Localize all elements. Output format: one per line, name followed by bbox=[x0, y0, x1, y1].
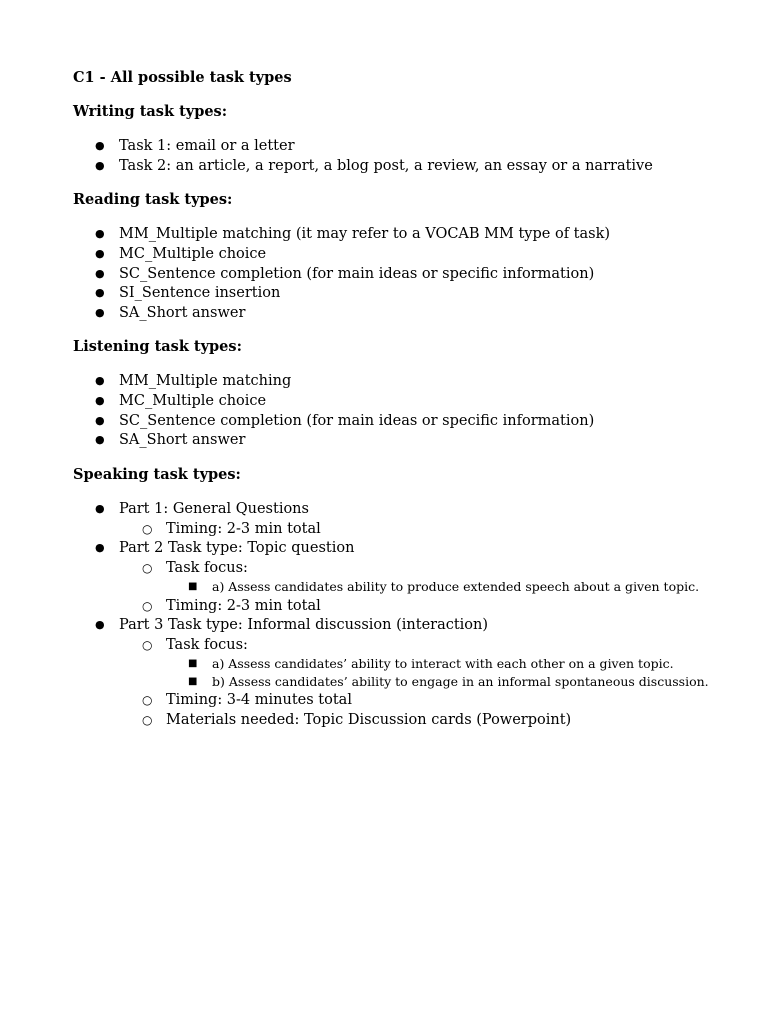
bullet-icon: ● bbox=[95, 247, 105, 260]
speaking-heading: Speaking task types: bbox=[73, 466, 241, 483]
square-bullet-icon: ■ bbox=[188, 676, 198, 687]
list-item: SC_Sentence completion (for main ideas or specific information) bbox=[119, 413, 595, 429]
circle-bullet-icon: ○ bbox=[142, 561, 153, 575]
bullet-icon: ● bbox=[95, 286, 105, 299]
list-item: Task 2: an article, a report, a blog post, a review, an essay or a narrative bbox=[119, 158, 653, 174]
circle-bullet-icon: ○ bbox=[142, 599, 153, 613]
square-bullet-icon: ■ bbox=[188, 581, 198, 592]
circle-bullet-icon: ○ bbox=[142, 638, 153, 652]
bullet-icon: ● bbox=[95, 618, 105, 631]
writing-heading: Writing task types: bbox=[73, 103, 228, 120]
circle-bullet-icon: ○ bbox=[142, 713, 153, 727]
bullet-icon: ● bbox=[95, 139, 105, 152]
square-bullet-icon: ■ bbox=[188, 658, 198, 669]
circle-bullet-icon: ○ bbox=[142, 522, 153, 536]
focus-item: a) Assess candidates ability to produce extended speech about a given topic. bbox=[212, 579, 700, 594]
list-item: SC_Sentence completion (for main ideas or specific information) bbox=[119, 266, 595, 282]
reading-heading: Reading task types: bbox=[73, 191, 233, 208]
speaking-part-2: Part 2 Task type: Topic question bbox=[119, 540, 355, 556]
document-title: C1 - All possible task types bbox=[73, 69, 292, 86]
speaking-part-3: Part 3 Task type: Informal discussion (interaction) bbox=[119, 617, 489, 633]
bullet-icon: ● bbox=[95, 159, 105, 172]
listening-heading: Listening task types: bbox=[73, 338, 242, 355]
list-item: SA_Short answer bbox=[119, 432, 246, 448]
bullet-icon: ● bbox=[95, 433, 105, 446]
timing-item: Timing: 2-3 min total bbox=[166, 598, 321, 614]
task-focus-label: Task focus: bbox=[166, 637, 248, 653]
bullet-icon: ● bbox=[95, 394, 105, 407]
bullet-icon: ● bbox=[95, 414, 105, 427]
bullet-icon: ● bbox=[95, 502, 105, 515]
list-item: MC_Multiple choice bbox=[119, 393, 267, 409]
list-item: SI_Sentence insertion bbox=[119, 285, 281, 301]
timing-item: Timing: 2-3 min total bbox=[166, 521, 321, 537]
bullet-icon: ● bbox=[95, 374, 105, 387]
bullet-icon: ● bbox=[95, 306, 105, 319]
bullet-icon: ● bbox=[95, 227, 105, 240]
timing-item: Timing: 3-4 minutes total bbox=[166, 692, 352, 708]
focus-item: b) Assess candidates’ ability to engage in an informal spontaneous discussion. bbox=[212, 674, 709, 689]
task-focus-label: Task focus: bbox=[166, 560, 248, 576]
bullet-icon: ● bbox=[95, 267, 105, 280]
list-item: Task 1: email or a letter bbox=[119, 138, 295, 154]
list-item: SA_Short answer bbox=[119, 305, 246, 321]
list-item: MC_Multiple choice bbox=[119, 246, 267, 262]
bullet-icon: ● bbox=[95, 541, 105, 554]
list-item: MM_Multiple matching (it may refer to a VOCAB MM type of task) bbox=[119, 226, 611, 242]
speaking-part-1: Part 1: General Questions bbox=[119, 501, 309, 517]
materials-item: Materials needed: Topic Discussion cards (Powerpoint) bbox=[166, 712, 572, 728]
circle-bullet-icon: ○ bbox=[142, 693, 153, 707]
list-item: MM_Multiple matching bbox=[119, 373, 292, 389]
focus-item: a) Assess candidates’ ability to interact with each other on a given topic. bbox=[212, 656, 674, 671]
